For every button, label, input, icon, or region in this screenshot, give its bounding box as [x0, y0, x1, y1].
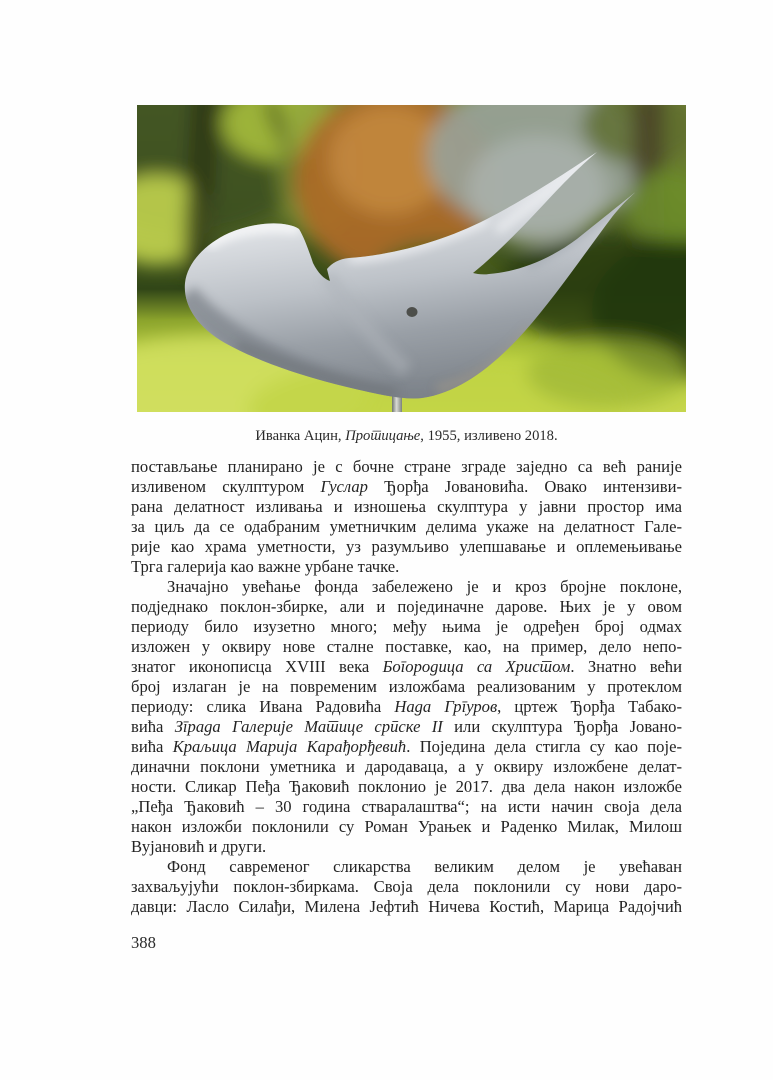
text-run: ности. Сликар Пеђа Ђаковић поклонио је 2017. два дела након изложбе: [131, 777, 682, 796]
text-line: [131, 677, 682, 697]
page-number: 388: [131, 933, 156, 952]
text-line: [131, 577, 682, 597]
text-line: [131, 797, 682, 817]
text-line: [131, 477, 682, 497]
text-line: [131, 737, 682, 757]
text-run: Трга галерија као важне урбане тачке.: [131, 557, 400, 576]
text-run: за циљ да се одабраним уметничким делима укаже на делатност Гале-: [131, 517, 682, 536]
text-line: [131, 857, 682, 877]
text-run: Вујановић и други.: [131, 837, 267, 856]
text-run: подједнако поклон-збирке, али и појединачне дарове. Њих је у овом: [131, 597, 682, 616]
caption-run: Протицање: [345, 428, 421, 444]
text-run: рана делатност изливања и изношења скулптура у јавни простор има: [131, 497, 682, 516]
text-line: [131, 837, 682, 857]
text-line: [131, 617, 682, 637]
text-line: [131, 517, 682, 537]
text-run: или скулптура Ђорђа Јовано-: [442, 717, 682, 736]
sculpture-hole-detail: [407, 307, 418, 317]
text-run: , цртеж Ђорђа Табако-: [497, 697, 682, 716]
text-line: [131, 717, 682, 737]
text-line: [131, 497, 682, 517]
text-run: након изложби поклонили су Роман Урањек и Раденко Милак, Милош: [131, 817, 682, 836]
text-run: захваљујући поклон-збиркама. Своја дела поклонили су нови даро-: [131, 877, 682, 896]
text-run: периоду: слика Ивана Радовића: [131, 697, 395, 716]
text-run: изложен у оквиру нове сталне поставке, као, на пример, дело непо-: [131, 637, 682, 656]
text-run: постављање планирано је с бочне стране зграде заједно са већ раније: [131, 457, 682, 476]
text-run: Нада Гргуров: [394, 697, 498, 716]
text-run: „Пеђа Ђаковић – 30 година стваралаштва“; на исти начин своја дела: [131, 797, 682, 816]
text-run: . Поједина дела стигла су као поје-: [406, 737, 682, 756]
text-line: [131, 757, 682, 777]
text-line: [131, 597, 682, 617]
text-line: [131, 457, 682, 477]
text-run: Гуслар: [320, 477, 368, 496]
figure-caption: [131, 426, 682, 446]
text-run: знатог иконописца XVIII века: [131, 657, 383, 676]
text-run: Фонд савременог сликарства великим делом је увећаван: [167, 857, 682, 876]
text-line: [131, 777, 682, 797]
text-line: [131, 537, 682, 557]
text-line: [131, 657, 682, 677]
text-line: [131, 897, 682, 917]
text-run: изливеном скулптуром: [131, 477, 321, 496]
text-run: Значајно увећање фонда забележено је и кроз бројне поклоне,: [167, 577, 682, 596]
text-run: Ђорђа Јовановића. Овако интензиви-: [367, 477, 682, 496]
text-run: . Знатно већи: [570, 657, 682, 676]
text-run: Зграда Галерије Матице српске II: [174, 717, 443, 736]
text-run: давци: Ласло Силађи, Милена Јефтић Ничева Костић, Марица Радојчић: [131, 897, 682, 916]
text-run: диначни поклони уметника и дародаваца, а у оквиру изложбене делат-: [131, 757, 682, 776]
body-text: [131, 457, 682, 917]
text-run: рије као храма уметности, уз разумљиво улепшавање и оплемењивање: [131, 537, 682, 556]
text-line: [131, 557, 682, 577]
text-line: [131, 877, 682, 897]
caption-run: Иванка Ацин,: [255, 428, 346, 444]
text-run: периоду било изузетно много; међу њима је одређен број одмах: [131, 617, 682, 636]
sculpture-photo: [137, 105, 686, 412]
text-run: вића: [131, 737, 173, 756]
text-line: [131, 697, 682, 717]
text-line: [131, 817, 682, 837]
text-run: Краљица Марија Карађорђевић: [172, 737, 407, 756]
text-run: број излаган је на повременим изложбама реализованим у протеклом: [131, 677, 682, 696]
sculpture-photo-image: [137, 105, 686, 412]
text-line: [131, 637, 682, 657]
text-run: Богородица са Христом: [382, 657, 571, 676]
text-run: вића: [131, 717, 175, 736]
caption-run: , 1955, изливено 2018.: [420, 428, 558, 444]
